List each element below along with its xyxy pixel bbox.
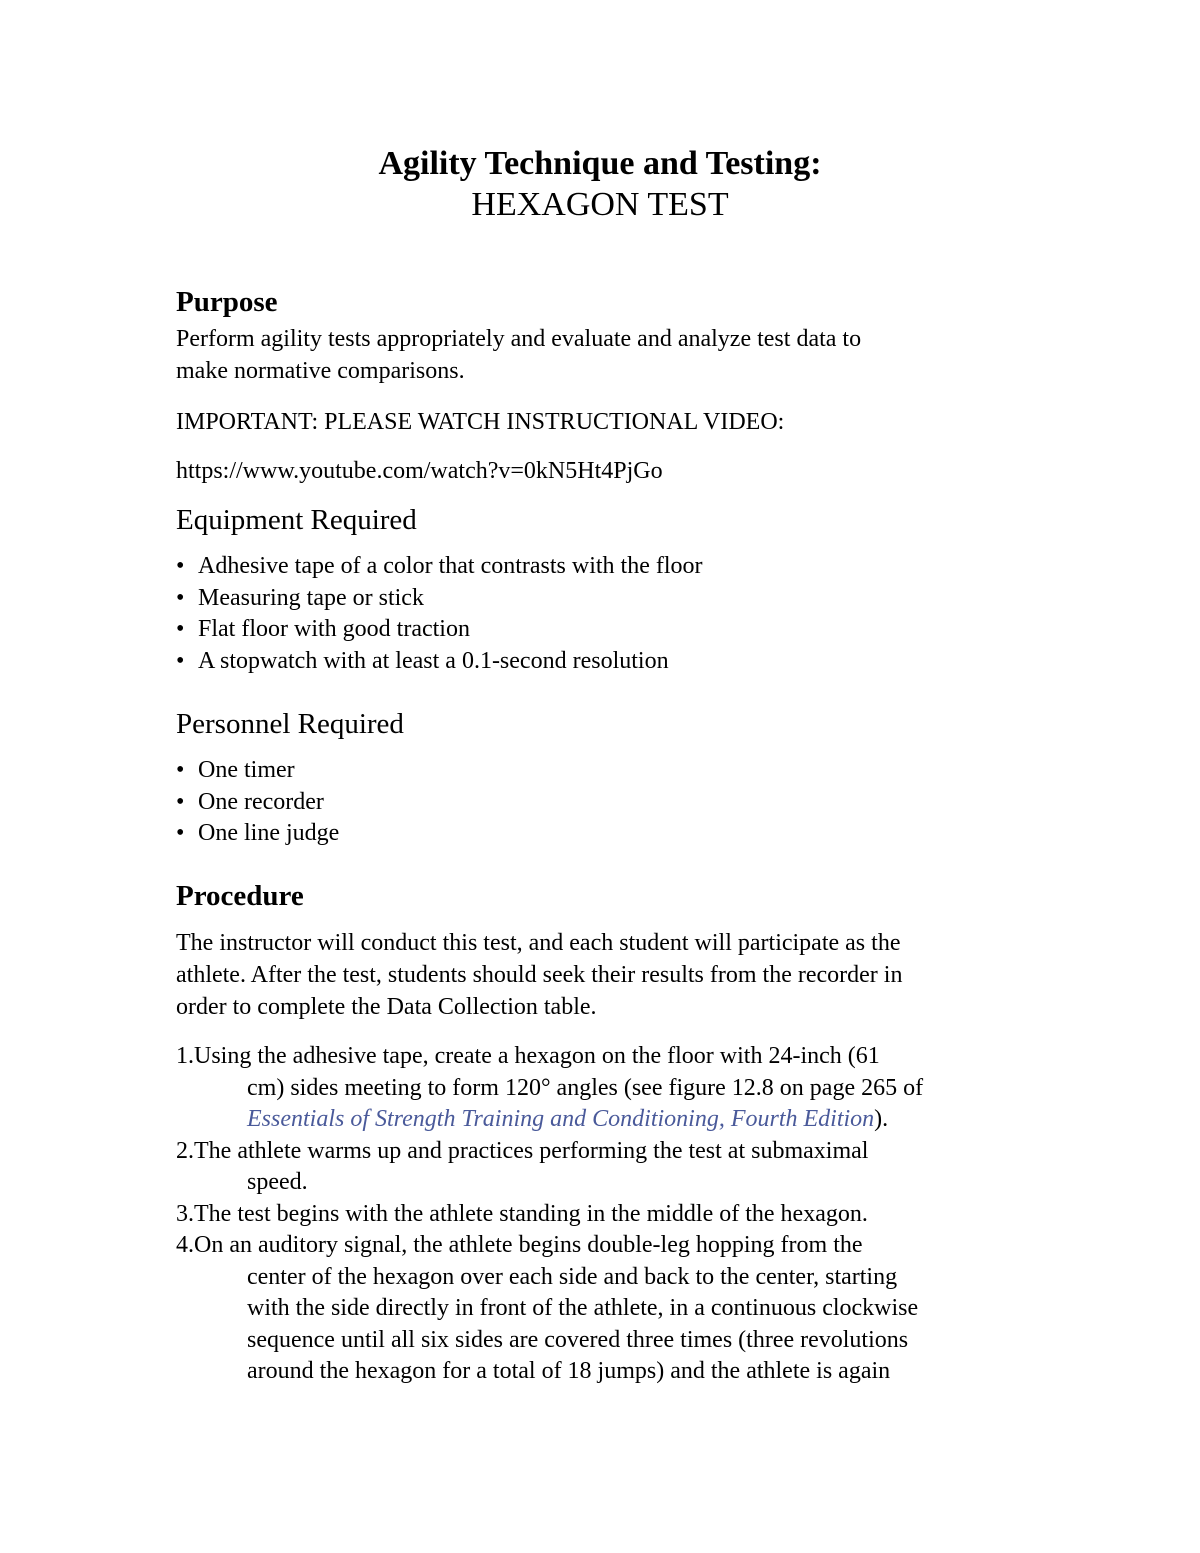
- equipment-heading: Equipment Required: [176, 504, 417, 536]
- video-link[interactable]: https://www.youtube.com/watch?v=0kN5Ht4PjGo: [176, 458, 663, 484]
- list-item: [176, 583, 703, 615]
- bullet-icon: •: [176, 647, 185, 674]
- equipment-item: Measuring tape or stick: [198, 584, 424, 611]
- personnel-item: One line judge: [198, 820, 340, 846]
- bullet-icon: •: [176, 584, 185, 611]
- list-item: [176, 755, 339, 787]
- purpose-text-line-1: Perform agility tests appropriately and evaluate and analyze test data to: [176, 326, 862, 352]
- procedure-step: [176, 1199, 1036, 1231]
- procedure-step: [176, 1041, 1036, 1136]
- step-line: [176, 1104, 1036, 1136]
- list-item: [176, 818, 339, 850]
- bullet-icon: •: [176, 757, 185, 783]
- list-item: [176, 551, 703, 583]
- purpose-text-line-2: make normative comparisons.: [176, 358, 465, 384]
- step-line: 2.The athlete warms up and practices performing the test at submaximal: [176, 1137, 869, 1164]
- step-line: 3.The test begins with the athlete standing in the middle of the hexagon.: [176, 1200, 868, 1227]
- personnel-list: [176, 755, 339, 850]
- purpose-heading: Purpose: [176, 286, 278, 318]
- step-line-end: ).: [874, 1106, 889, 1132]
- equipment-item: Adhesive tape of a color that contrasts with the floor: [198, 553, 703, 579]
- personnel-heading: Personnel Required: [176, 708, 404, 740]
- equipment-list: [176, 551, 703, 677]
- procedure-step: [176, 1136, 1036, 1199]
- step-line: sequence until all six sides are covered three times (three revolutions: [247, 1326, 909, 1353]
- list-item: [176, 646, 703, 678]
- bullet-icon: •: [176, 553, 185, 579]
- procedure-steps: [176, 1041, 1036, 1388]
- step-line: 4.On an auditory signal, the athlete begins double-leg hopping from the: [176, 1232, 863, 1258]
- step-line: with the side directly in front of the athlete, in a continuous clockwise: [247, 1295, 919, 1321]
- procedure-intro-line-2: athlete. After the test, students should seek their results from the recorder in: [176, 962, 903, 988]
- procedure-heading: Procedure: [176, 880, 304, 912]
- personnel-item: One timer: [198, 757, 295, 783]
- bullet-icon: •: [176, 616, 185, 642]
- equipment-item: A stopwatch with at least a 0.1-second resolution: [198, 647, 669, 674]
- step-line: speed.: [247, 1169, 308, 1195]
- equipment-item: Flat floor with good traction: [198, 616, 470, 642]
- step-line: 1.Using the adhesive tape, create a hexagon on the floor with 24-inch (61: [176, 1043, 880, 1069]
- book-title: Essentials of Strength Training and Conditioning, Fourth Edition: [247, 1106, 875, 1132]
- step-line: cm) sides meeting to form 120° angles (see figure 12.8 on page 265 of: [247, 1074, 924, 1101]
- personnel-item: One recorder: [198, 788, 324, 815]
- procedure-intro-line-3: order to complete the Data Collection table.: [176, 994, 597, 1020]
- step-line: center of the hexagon over each side and back to the center, starting: [247, 1263, 898, 1290]
- procedure-intro-line-1: The instructor will conduct this test, and each student will participate as the: [176, 930, 901, 956]
- bullet-icon: •: [176, 788, 185, 815]
- list-item: [176, 614, 703, 646]
- bullet-icon: •: [176, 820, 185, 846]
- title-line-2: HEXAGON TEST: [471, 186, 729, 223]
- procedure-step: [176, 1230, 1036, 1388]
- important-notice: IMPORTANT: PLEASE WATCH INSTRUCTIONAL VIDEO:: [176, 409, 785, 435]
- title-line-1: Agility Technique and Testing:: [378, 145, 822, 182]
- step-line: around the hexagon for a total of 18 jumps) and the athlete is again: [247, 1358, 891, 1384]
- list-item: [176, 787, 339, 819]
